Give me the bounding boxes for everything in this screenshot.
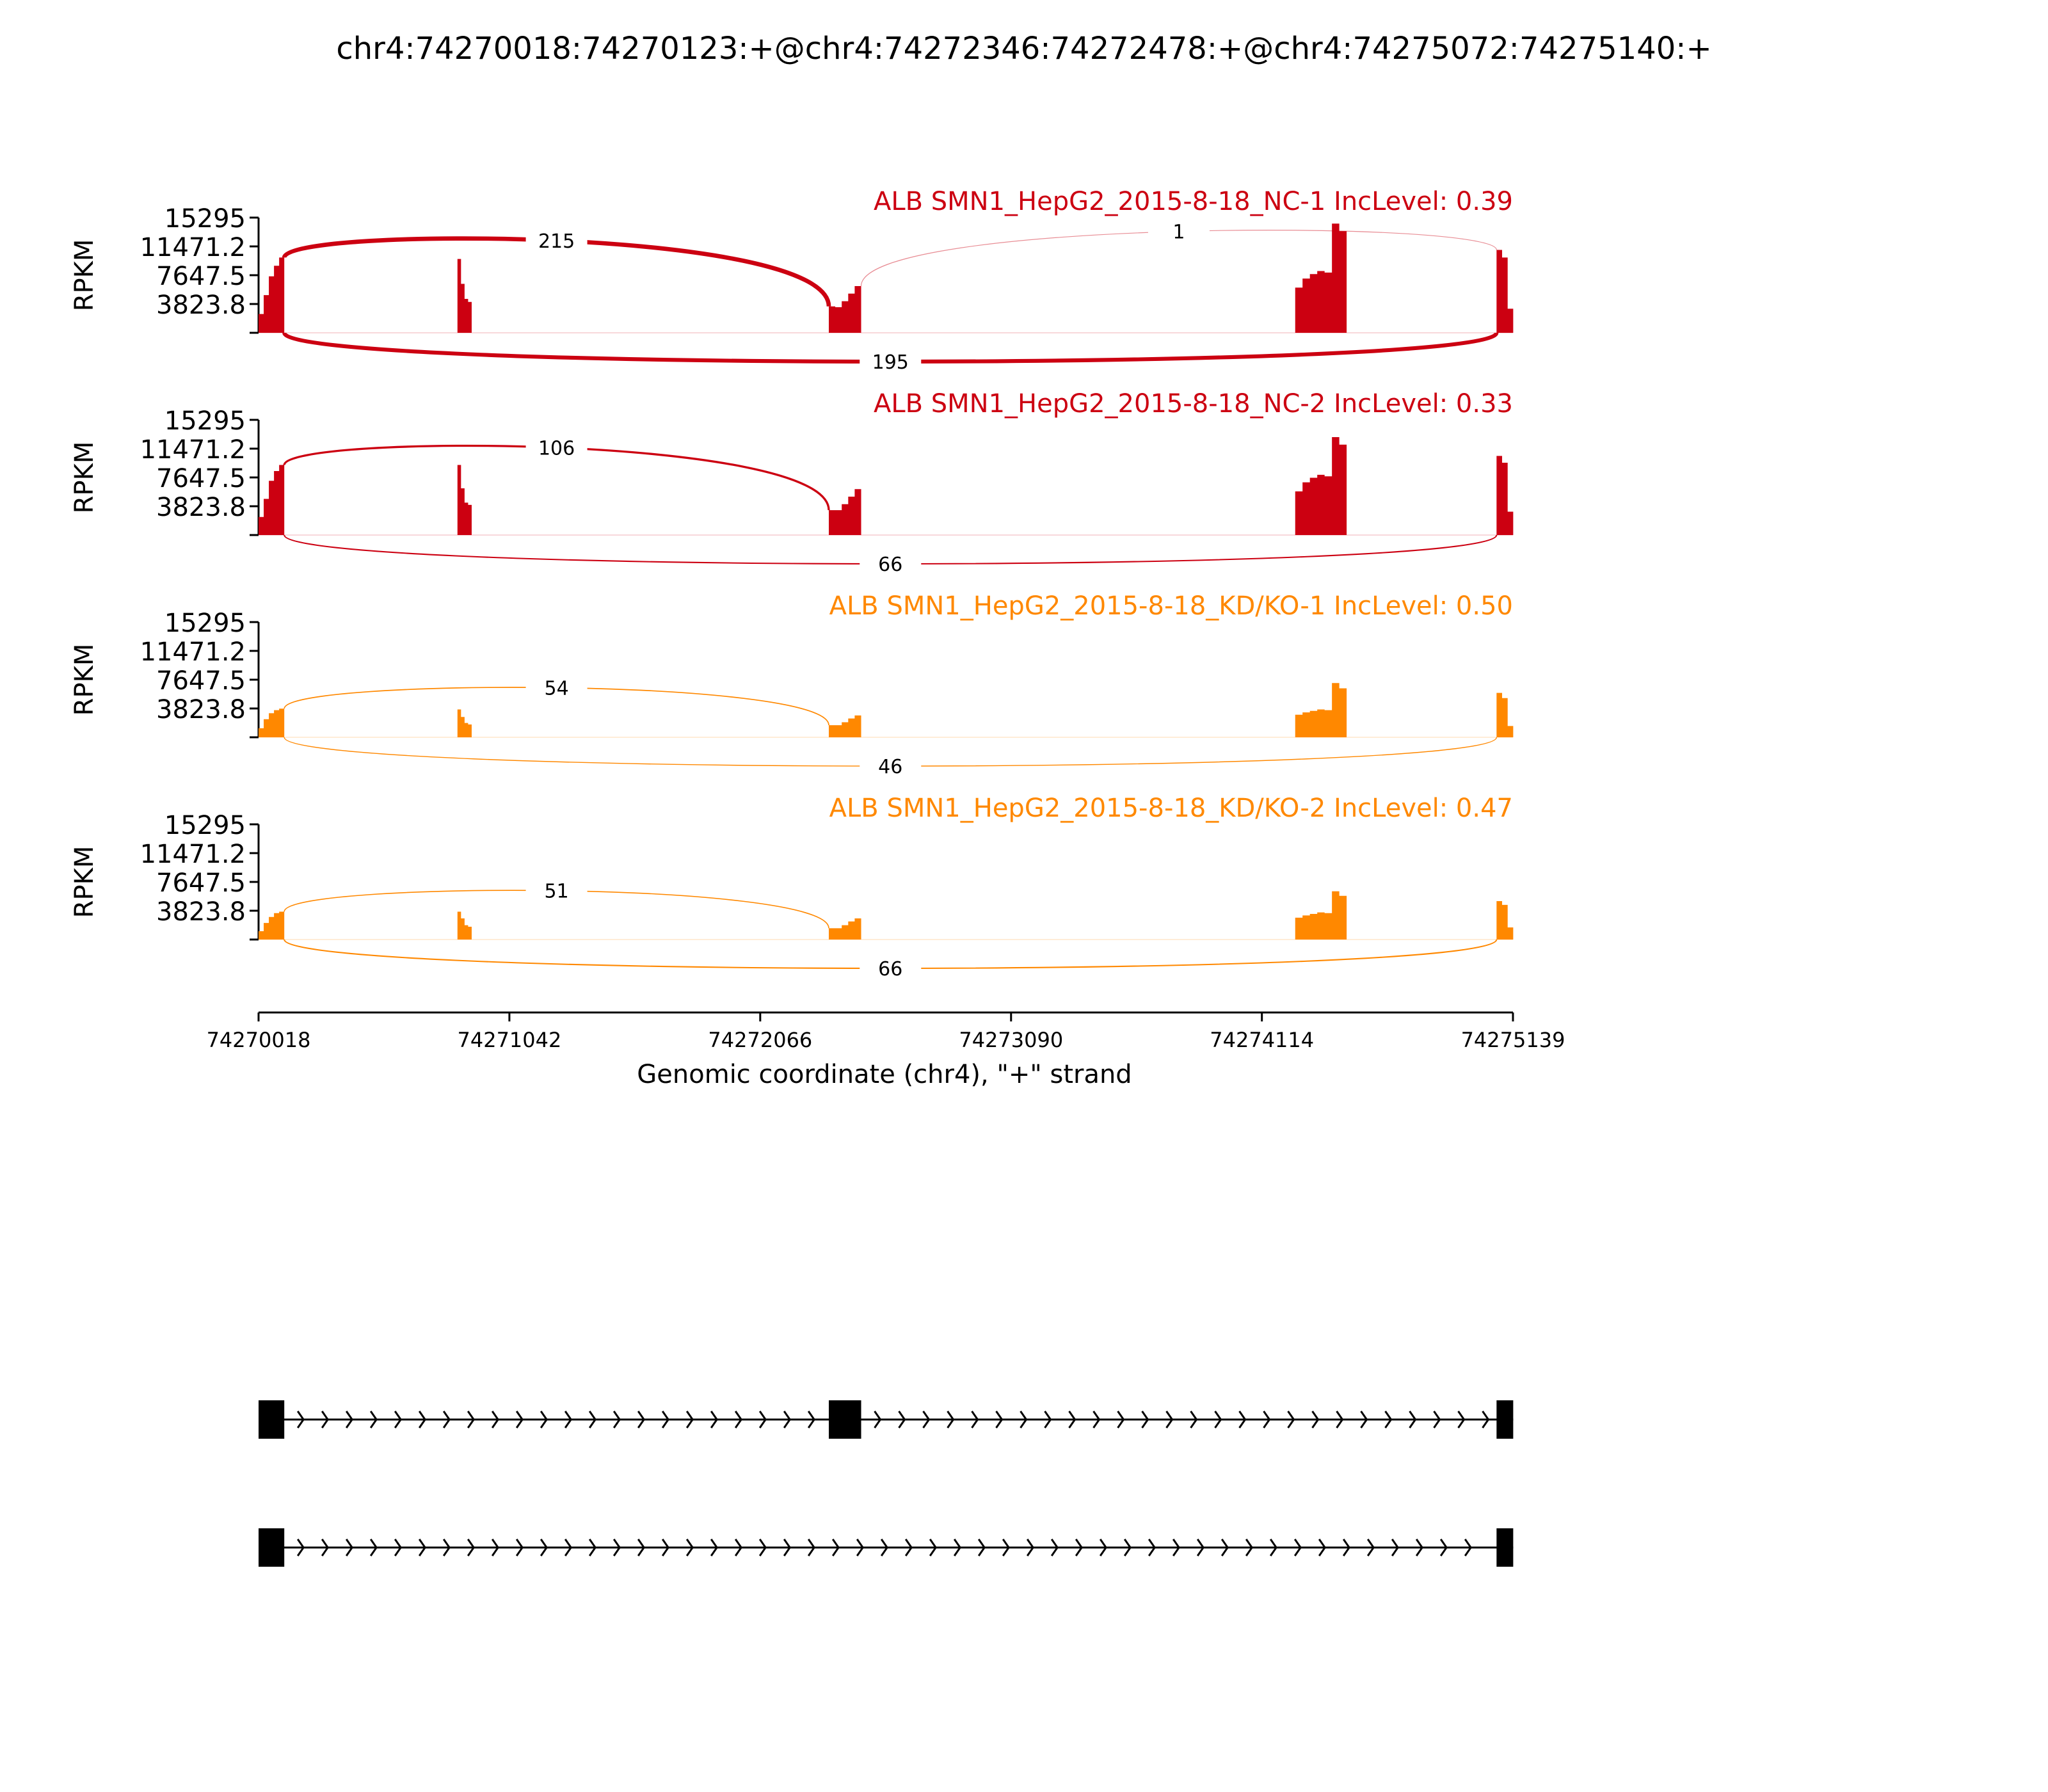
- chart-title: chr4:74270018:74270123:+@chr4:74272346:74272478:+@chr4:74275072:74275140:+: [336, 31, 1712, 67]
- coverage-block: [259, 708, 284, 737]
- y-tick-label: 7647.5: [156, 464, 246, 493]
- coverage-block: [458, 259, 472, 333]
- y-axis-label: RPKM: [70, 643, 99, 716]
- y-tick-label: 11471.2: [140, 435, 246, 465]
- coverage-block: [458, 465, 472, 535]
- x-tick-label: 74274114: [1210, 1028, 1315, 1052]
- track-title: ALB SMN1_HepG2_2015-8-18_NC-2 IncLevel: 0.33: [873, 389, 1513, 419]
- junction-count: 106: [538, 437, 575, 460]
- exon-block: [259, 1528, 284, 1567]
- exon-block: [259, 1400, 284, 1439]
- junction-count: 66: [878, 958, 903, 980]
- coverage-block: [1496, 901, 1513, 940]
- coverage-tracks: [70, 187, 1513, 982]
- x-tick-label: 74271042: [457, 1028, 562, 1052]
- y-tick-label: 11471.2: [140, 637, 246, 668]
- y-tick-label: 15295: [164, 406, 246, 436]
- y-tick-label: 7647.5: [156, 666, 246, 696]
- isoform-structures: [259, 1400, 1513, 1567]
- track-1: [70, 187, 1513, 376]
- y-tick-label: 11471.2: [140, 233, 246, 263]
- y-tick-label: 3823.8: [156, 492, 246, 522]
- junction-count: 54: [544, 677, 569, 700]
- coverage-block: [458, 709, 472, 737]
- junction-count: 51: [544, 880, 569, 903]
- coverage-block: [1295, 437, 1347, 535]
- y-tick-label: 15295: [164, 204, 246, 234]
- x-tick-label: 74273090: [959, 1028, 1064, 1052]
- junction-count: 46: [878, 756, 903, 778]
- coverage-block: [1496, 456, 1513, 535]
- x-tick-label: 74270018: [206, 1028, 311, 1052]
- isoform-skipping: [259, 1528, 1513, 1567]
- y-axis-label: RPKM: [70, 239, 99, 312]
- track-title: ALB SMN1_HepG2_2015-8-18_NC-1 IncLevel: 0.39: [873, 187, 1513, 216]
- coverage-block: [829, 918, 861, 940]
- coverage-block: [1496, 250, 1513, 333]
- isoform-inclusion: [259, 1400, 1513, 1439]
- exon-block: [1496, 1528, 1513, 1567]
- exon-block: [1496, 1400, 1513, 1439]
- y-tick-label: 15295: [164, 609, 246, 638]
- coverage-block: [1295, 683, 1347, 737]
- coverage-block: [1496, 693, 1513, 737]
- y-tick-label: 11471.2: [140, 840, 246, 870]
- x-tick-label: 74272066: [708, 1028, 813, 1052]
- coverage-block: [1295, 223, 1347, 333]
- y-tick-label: 3823.8: [156, 694, 246, 724]
- coverage-block: [259, 257, 284, 333]
- y-tick-label: 15295: [164, 811, 246, 840]
- coverage-block: [829, 716, 861, 737]
- junction-count: 66: [878, 554, 903, 576]
- y-tick-label: 3823.8: [156, 897, 246, 927]
- track-4: [70, 794, 1513, 982]
- track-3: [70, 591, 1513, 780]
- exon-block: [829, 1400, 861, 1439]
- coverage-block: [458, 911, 472, 940]
- y-tick-label: 7647.5: [156, 868, 246, 898]
- coverage-block: [259, 465, 284, 535]
- y-axis-label: RPKM: [70, 845, 99, 918]
- coverage-block: [829, 489, 861, 535]
- y-tick-label: 7647.5: [156, 262, 246, 291]
- junction-count: 195: [872, 351, 909, 374]
- coverage-block: [1295, 892, 1347, 940]
- track-title: ALB SMN1_HepG2_2015-8-18_KD/KO-1 IncLevel: 0.50: [829, 591, 1513, 621]
- track-title: ALB SMN1_HepG2_2015-8-18_KD/KO-2 IncLevel: 0.47: [829, 794, 1513, 823]
- coverage-block: [259, 911, 284, 940]
- y-tick-label: 3823.8: [156, 290, 246, 320]
- coverage-block: [829, 286, 861, 333]
- x-axis: [207, 1012, 1565, 1052]
- x-tick-label: 74275139: [1460, 1028, 1565, 1052]
- junction-count: 1: [1172, 221, 1185, 244]
- x-axis-label: Genomic coordinate (chr4), "+" strand: [637, 1060, 1132, 1089]
- track-2: [70, 389, 1513, 578]
- junction-count: 215: [538, 230, 575, 253]
- y-axis-label: RPKM: [70, 441, 99, 514]
